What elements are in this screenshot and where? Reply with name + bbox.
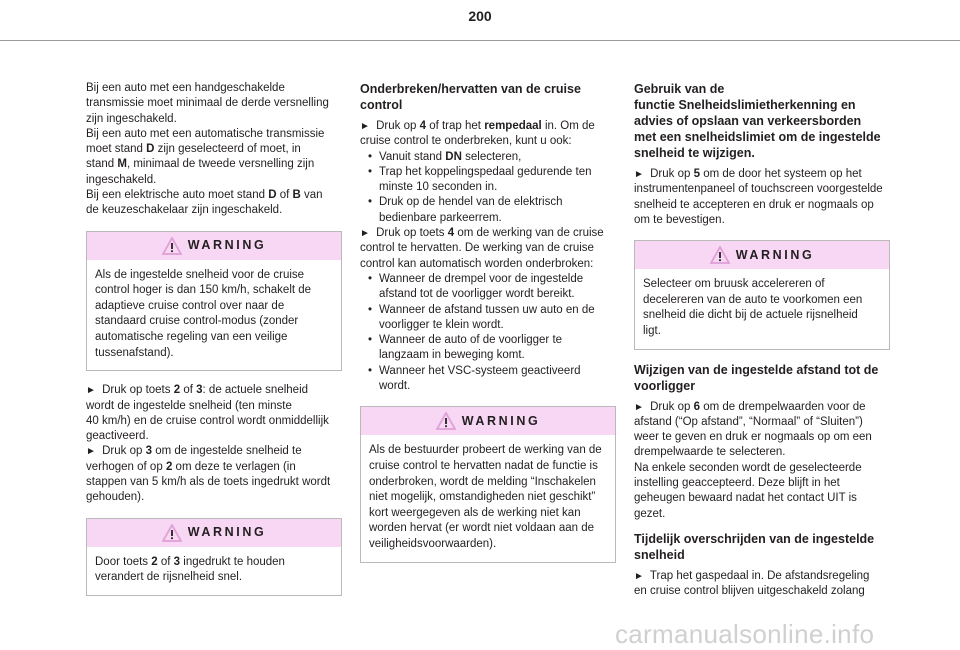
heading-speed-limit-recognition: Gebruik van de functie Snelheidslimietherkenning en advies of opslaan van verkeersborden met een snelheidslimiet om de ingestelde snelheid te wijzigen. bbox=[634, 82, 881, 160]
paragraph-transmission: Bij een auto met een handgeschakelde transmissie moet minimaal de derde versnelling zijn ingeschakeld. Bij een auto met een automatische transmissie moet stand D zijn geselecteerd of moet, in stand M, minimaal de tweede versnelling zijn ingeschakeld. Bij een elektrische auto moet stand D of B van de keuzeschakelaar zijn ingeschakeld. bbox=[86, 82, 329, 217]
warning-title: WARNING bbox=[187, 524, 267, 539]
list-item: • Wanneer de afstand tussen uw auto en de voorligger te klein wordt. bbox=[360, 303, 616, 334]
warning-header bbox=[87, 232, 341, 260]
list-item: • Wanneer de auto of de voorligger te langzaam in beweging komt. bbox=[360, 333, 616, 364]
warning-triangle-icon bbox=[436, 412, 456, 430]
list-item: • Wanneer het VSC-systeem geactiveerd wordt. bbox=[360, 364, 616, 395]
arrow-icon: ► bbox=[634, 169, 644, 180]
paragraph-change-distance: ► Druk op 6 om de drempelwaarden voor de afstand (“Op afstand”, “Normaal” of “Sluiten”) weer te geven en druk er nogmaals op om een drempelwaarde te selecteren. Na enkele seconden wordt de geselecteerde instelling geaccepteerd. Deze blijft in het geheugen bewaard nadat het contact UIT is gezet. bbox=[634, 400, 872, 520]
heading-change-distance: Wijzigen van de ingestelde afstand tot de voorligger bbox=[634, 362, 879, 393]
warning-triangle-icon bbox=[710, 246, 730, 264]
column-1 bbox=[86, 81, 342, 608]
warning-header bbox=[361, 407, 615, 435]
list-item: • Druk op de hendel van de elektrisch bedienbare parkeerrem. bbox=[360, 195, 616, 226]
arrow-icon: ► bbox=[634, 570, 644, 582]
warning-title: WARNING bbox=[461, 413, 541, 428]
header-divider bbox=[0, 40, 960, 41]
list-item: • Trap het koppelingspedaal gedurende ten minste 10 seconden in. bbox=[360, 165, 616, 196]
warning-box-hold-key bbox=[86, 518, 342, 596]
paragraph-activate: ► Druk op toets 2 of 3: de actuele snelheid wordt de ingestelde snelheid (ten minste 40 km/h) en de cruise control wordt onmiddellijk geactiveerd. ► Druk op 3 om de ingestelde snelheid te verhogen of op 2 om deze te verlagen (in stappen van 5 km/h als de toets ingedrukt wordt gehouden). bbox=[86, 384, 331, 504]
warning-triangle-icon bbox=[162, 524, 182, 542]
paragraph-exceed-speed: ► Trap het gaspedaal in. De afstandsregeling en cruise control blijven uitgeschakeld zolang bbox=[634, 569, 870, 598]
warning-text: Selecteer om bruusk accelereren of decelereren van de auto te voorkomen een snelheid die dicht bij de actuele rijsnelheid ligt. bbox=[643, 278, 863, 337]
warning-box-acceleration bbox=[634, 240, 890, 349]
warning-header bbox=[87, 519, 341, 547]
arrow-icon: ► bbox=[360, 228, 370, 240]
warning-triangle-icon bbox=[162, 237, 182, 255]
warning-text: Door toets 2 of 3 ingedrukt te houden verandert de rijsnelheid snel. bbox=[95, 555, 285, 584]
list-item: • Vanuit stand DN selecteren, bbox=[360, 150, 616, 165]
list-item: • Wanneer de drempel voor de ingestelde afstand tot de voorligger wordt bereikt. bbox=[360, 272, 616, 303]
paragraph-interrupt: ► Druk op 4 of trap het rempedaal in. Om de cruise control te onderbreken, kunt u ook: bbox=[360, 120, 595, 148]
warning-title: WARNING bbox=[187, 238, 267, 253]
warning-box-resume bbox=[360, 406, 616, 562]
page-number: 200 bbox=[468, 8, 492, 24]
column-3 bbox=[634, 81, 890, 600]
arrow-icon: ► bbox=[360, 121, 370, 132]
watermark: carmanualsonline.info bbox=[615, 619, 875, 649]
column-2 bbox=[360, 81, 616, 575]
warning-box-speed-limit bbox=[86, 231, 342, 372]
warning-text: Als de bestuurder probeert de werking van de cruise control te hervatten nadat de functie is onderbroken, wordt de melding “Inschakelen niet mogelijk, omstandigheden niet geschikt” kort weergegeven als de werking niet kan worden hervat (er wordt niet voldaan aan de veiligheidsvoorwaarden). bbox=[369, 444, 602, 550]
warning-text: Als de ingestelde snelheid voor de cruise control hoger is dan 150 km/h, schakelt de adaptieve cruise control over naar de standaard cruise control-modus (zonder automatische regeling van een veilige tussenafstand). bbox=[95, 268, 312, 359]
arrow-icon: ► bbox=[86, 446, 96, 458]
heading-exceed-speed: Tijdelijk overschrijden van de ingestelde snelheid bbox=[634, 531, 875, 562]
arrow-icon: ► bbox=[634, 401, 644, 413]
arrow-icon: ► bbox=[86, 385, 96, 397]
paragraph-resume: ► Druk op toets 4 om de werking van de cruise control te hervatten. De werking van de cruise control kan automatisch worden onderbroken: bbox=[360, 227, 604, 270]
paragraph-accept-speed: ► Druk op 5 om de door het systeem op het instrumentenpaneel of touchscreen voorgestelde snelheid te accepteren en druk er nogmaals op om te bevestigen. bbox=[634, 168, 883, 226]
warning-header bbox=[635, 241, 889, 269]
warning-title: WARNING bbox=[735, 247, 815, 262]
heading-interrupt-resume: Onderbreken/hervatten van de cruise control bbox=[360, 82, 581, 112]
